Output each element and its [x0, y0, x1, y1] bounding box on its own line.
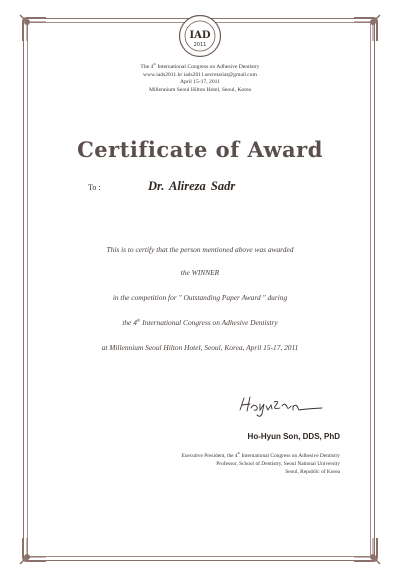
signer-location: Seoul, Republic of Korea: [285, 469, 340, 475]
body-certify-line: This is to certify that the person mentioned above was awarded: [106, 245, 294, 254]
corner-ornament-bottom-right: [352, 536, 382, 566]
body-winner-line: the WINNER: [180, 268, 220, 277]
seal-text: IAD: [189, 30, 211, 41]
header-dates: April 15-17, 2011: [179, 79, 221, 85]
header-contact: www.iads2011.kr iads2011.secretariat@gmail.com: [143, 71, 257, 78]
body-competition-line: in the competition for " Outstanding Paper Award " during: [112, 293, 288, 302]
body-venue-line: at Millennium Seoul Hilton Hotel, Seoul, Korea, April 15-17, 2011: [101, 343, 299, 352]
header-venue: Millennium Seoul Hilton Hotel, Seoul, Korea: [148, 86, 252, 93]
recipient-name: Dr. Alireza Sadr: [148, 179, 236, 193]
corner-ornament-top-right: [352, 13, 382, 43]
signer-role: Executive President, the 4th International Congress on Adhesive Dentistry: [181, 451, 340, 459]
to-label: To :: [88, 183, 101, 192]
header-congress-name: The 4th International Congress on Adhesive Dentistry: [140, 62, 260, 70]
certificate-title: Certificate of Award: [77, 137, 323, 162]
corner-ornament-top-left: [18, 13, 48, 43]
certificate-inner-border: [27, 22, 371, 557]
signer-name: Ho-Hyun Son, DDS, PhD: [247, 432, 340, 441]
corner-ornament-bottom-left: [18, 536, 48, 566]
handwritten-signature: [236, 392, 326, 418]
body-congress-line: the 4th International Congress on Adhesive Dentistry: [122, 317, 278, 327]
congress-header: [0, 64, 400, 94]
signer-credentials: [110, 452, 340, 476]
seal-year: 2011: [193, 42, 207, 48]
signer-affiliation: Professor, School of Dentistry, Seoul National University: [216, 461, 340, 467]
congress-seal-logo: [178, 14, 222, 58]
